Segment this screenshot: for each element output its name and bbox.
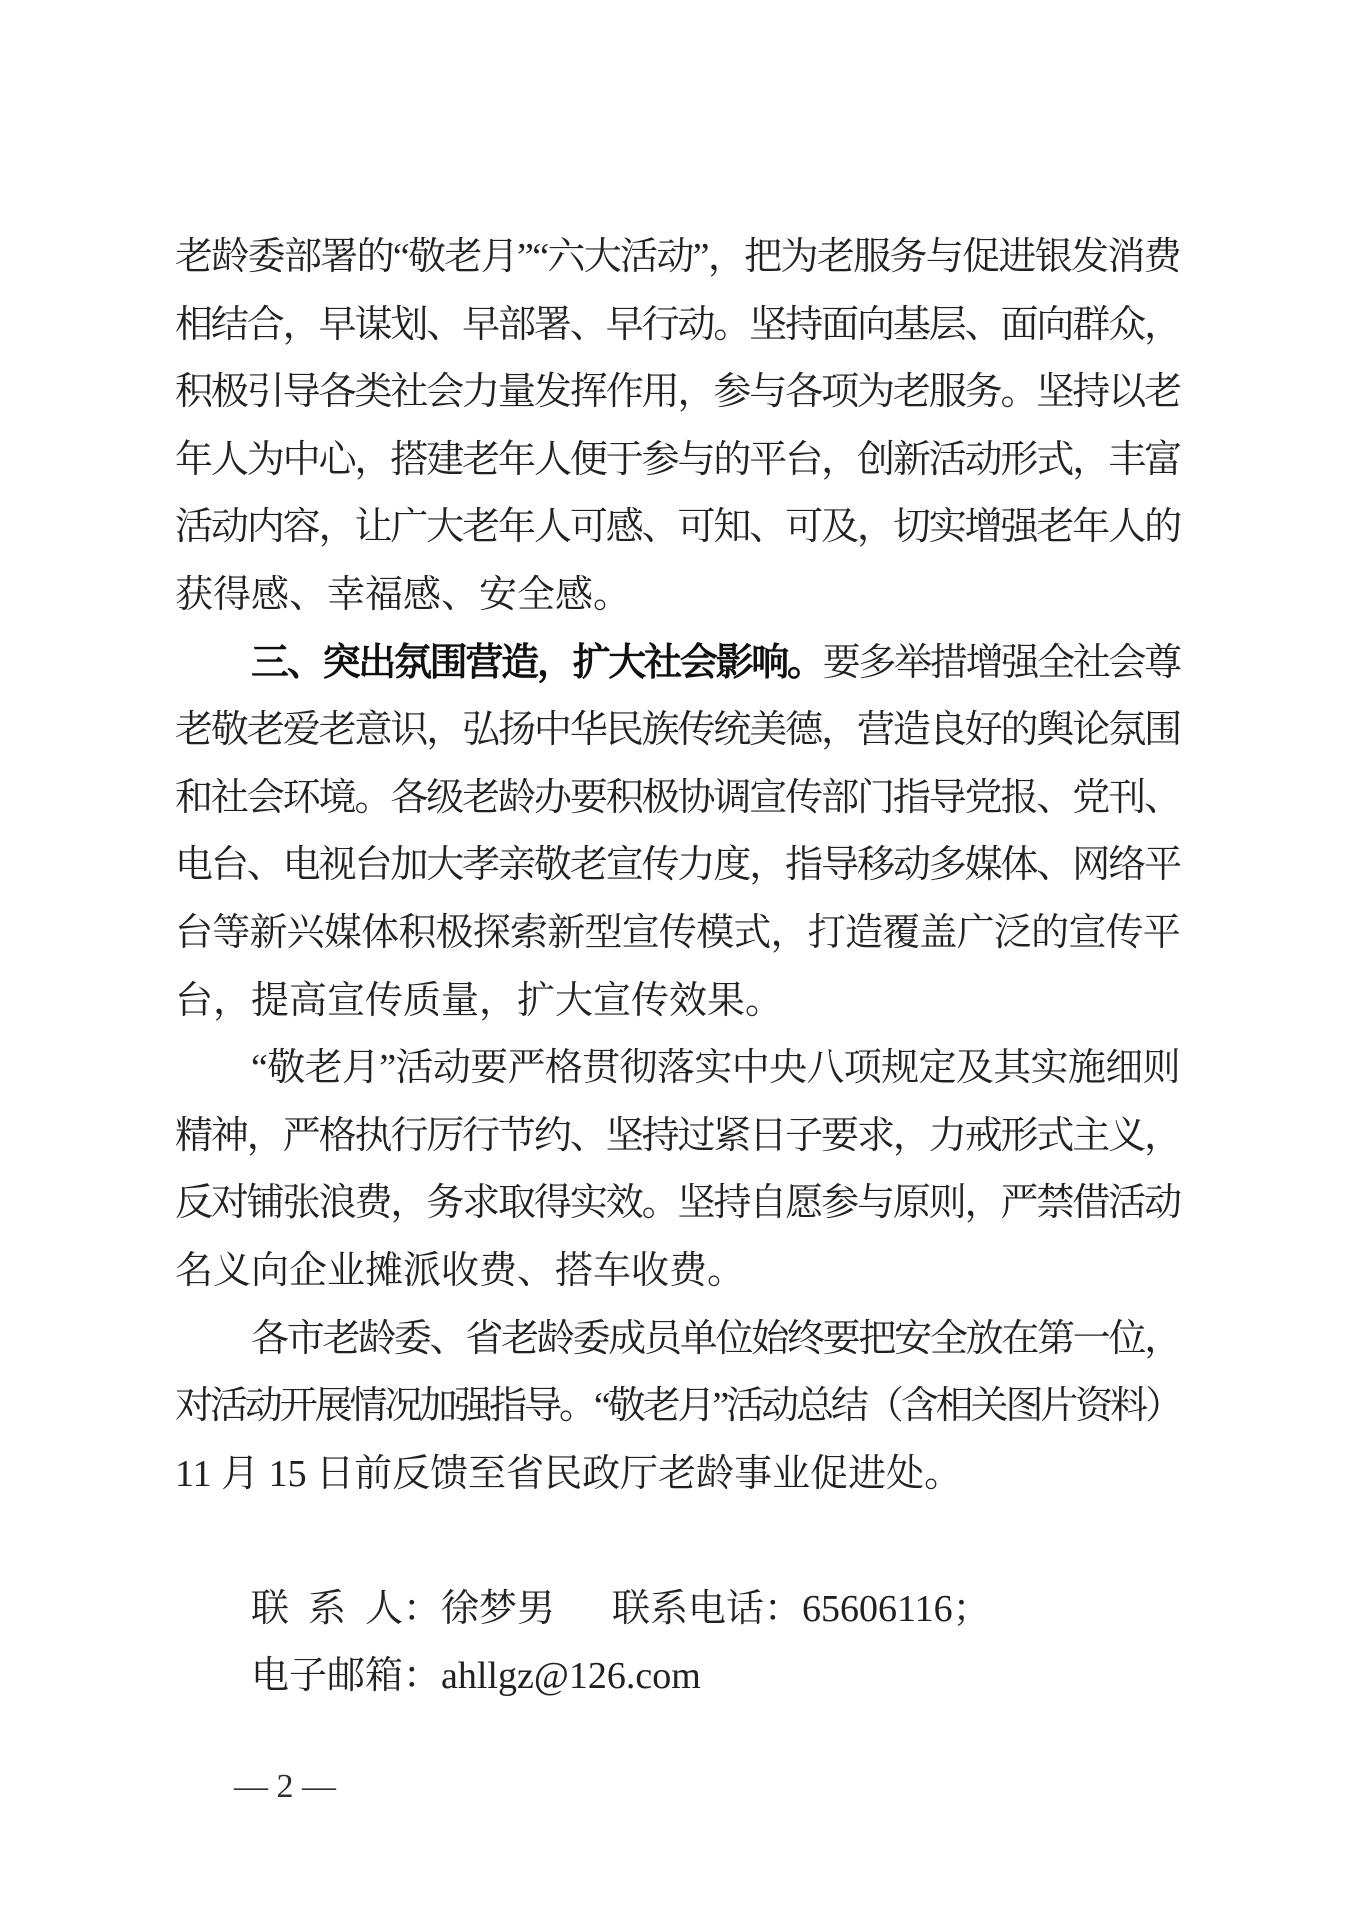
document-line-text xyxy=(251,1655,701,1697)
document-line xyxy=(175,562,1180,630)
body-text: 各市老龄委、省老龄委成员单位始终要把安全放在第一位， xyxy=(251,1317,1180,1360)
body-text: 联 系 人：徐梦男 联系电话：65606116； xyxy=(251,1587,991,1630)
document-line xyxy=(175,427,1180,495)
body-text: 积极引导各类社会力量发挥作用，参与各项为老服务。坚持以老 xyxy=(175,371,1180,414)
body-text: 反对铺张浪费，务求取得实效。坚持自愿参与原则，严禁借活动 xyxy=(175,1182,1180,1225)
body-text: 11 月 15 日前反馈至省民政厅老龄事业促进处。 xyxy=(175,1452,963,1495)
document-line xyxy=(175,630,1180,698)
document-line xyxy=(175,1170,1180,1238)
document-line xyxy=(175,1576,1180,1644)
body-text: 要多举措增强全社会尊 xyxy=(822,641,1180,684)
document-line xyxy=(175,292,1180,360)
document-line-text xyxy=(251,1588,991,1630)
document-line-text xyxy=(175,439,1180,481)
body-text: 年人为中心，搭建老年人便于参与的平台，创新活动形式，丰富 xyxy=(175,438,1180,481)
body-text: 精神，严格执行厉行节约、坚持过紧日子要求，力戒形式主义， xyxy=(175,1114,1180,1157)
body-text: 名义向企业摊派收费、搭车收费。 xyxy=(175,1249,746,1292)
document-line xyxy=(175,765,1180,833)
body-text: “敬老月”活动要严格贯彻落实中央八项规定及其实施细则 xyxy=(251,1047,1180,1090)
document-line-text xyxy=(175,236,1180,278)
document-line-text xyxy=(175,304,1180,346)
document-line xyxy=(175,1373,1180,1441)
document-line-text xyxy=(175,912,1180,954)
document-line xyxy=(175,1238,1180,1306)
body-text: 对活动开展情况加强指导。“敬老月”活动总结（含相关图片资料） xyxy=(175,1385,1180,1428)
body-text: 和社会环境。各级老龄办要积极协调宣传部门指导党报、党刊、 xyxy=(175,776,1180,819)
document-line-text xyxy=(251,1318,1180,1360)
document-line xyxy=(175,697,1180,765)
document-line-text xyxy=(175,574,631,616)
document-line-text xyxy=(175,777,1180,819)
document-line-text xyxy=(175,1182,1180,1224)
document-body xyxy=(175,224,1180,1711)
document-line xyxy=(175,1441,1180,1509)
document-line xyxy=(175,968,1180,1036)
document-line-text xyxy=(175,709,1180,751)
document-line-text xyxy=(175,1115,1180,1157)
document-line-text xyxy=(175,371,1180,413)
document-line xyxy=(175,832,1180,900)
document-line-text xyxy=(251,1047,1180,1089)
body-text: 获得感、幸福感、安全感。 xyxy=(175,573,632,616)
document-line-text xyxy=(251,642,1180,684)
document-line-text xyxy=(175,1453,962,1495)
body-text: 老龄委部署的“敬老月”“六大活动”，把为老服务与促进银发消费 xyxy=(175,236,1180,278)
section-heading: 三、突出氛围营造，扩大社会影响。 xyxy=(251,641,823,684)
document-line xyxy=(175,494,1180,562)
document-line xyxy=(175,359,1180,427)
body-text: 相结合，早谋划、早部署、早行动。坚持面向基层、面向群众， xyxy=(175,303,1180,346)
body-text: 老敬老爱老意识，弘扬中华民族传统美德，营造良好的舆论氛围 xyxy=(175,709,1180,752)
document-line xyxy=(175,1103,1180,1171)
page-number: — 2 — xyxy=(234,1768,336,1805)
document-line-text xyxy=(175,1385,1180,1427)
page-footer xyxy=(200,1736,336,1838)
body-text: 台等新兴媒体积极探索新型宣传模式，打造覆盖广泛的宣传平 xyxy=(175,911,1180,954)
document-line xyxy=(175,224,1180,292)
document-line xyxy=(175,1508,1180,1576)
document-line xyxy=(175,1306,1180,1374)
document-line xyxy=(175,1035,1180,1103)
body-text: 电台、电视台加大孝亲敬老宣传力度，指导移动多媒体、网络平 xyxy=(175,844,1180,887)
document-line-text xyxy=(175,506,1180,548)
body-text: 台，提高宣传质量，扩大宣传效果。 xyxy=(175,979,784,1022)
body-text: 活动内容，让广大老年人可感、可知、可及，切实增强老年人的 xyxy=(175,506,1180,549)
document-line-text xyxy=(175,844,1180,886)
document-line xyxy=(175,1643,1180,1711)
body-text: 电子邮箱：ahllgz@126.com xyxy=(251,1655,701,1698)
document-line-text xyxy=(175,1250,745,1292)
document-line xyxy=(175,900,1180,968)
document-line-text xyxy=(175,980,783,1022)
